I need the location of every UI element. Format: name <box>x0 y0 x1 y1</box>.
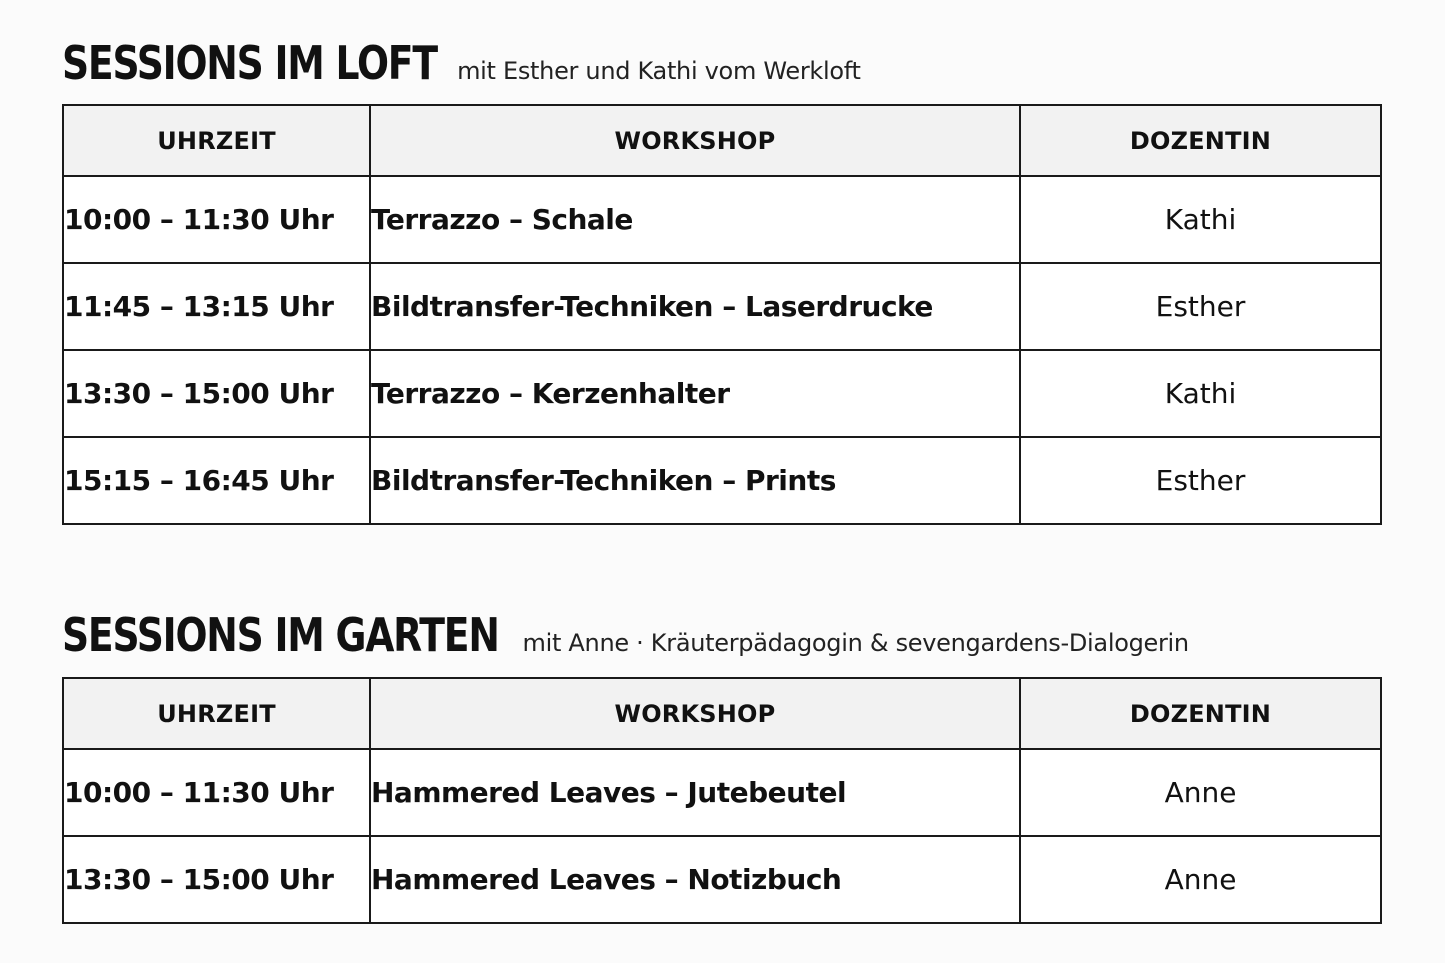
loft-schedule-table <box>62 104 1382 525</box>
cell-docent: Anne <box>1020 836 1381 923</box>
table-header-row <box>63 105 1381 176</box>
table-row <box>63 350 1381 437</box>
cell-docent: Kathi <box>1020 176 1381 263</box>
table-row <box>63 749 1381 836</box>
table-row <box>63 263 1381 350</box>
cell-workshop: Hammered Leaves – Jutebeutel <box>370 749 1020 836</box>
loft-subtitle: mit Esther und Kathi vom Werkloft <box>457 57 861 85</box>
cell-time: 11:45 – 13:15 Uhr <box>63 263 370 350</box>
cell-time: 10:00 – 11:30 Uhr <box>63 749 370 836</box>
loft-section <box>62 36 1380 525</box>
table-row <box>63 176 1381 263</box>
loft-title: SESSIONS IM LOFT <box>62 36 437 90</box>
garten-heading <box>62 608 1380 676</box>
cell-workshop: Bildtransfer-Techniken – Laserdrucke <box>370 263 1020 350</box>
garten-subtitle: mit Anne · Kräuterpädagogin & sevengardens-Dialogerin <box>522 629 1189 657</box>
cell-workshop: Terrazzo – Schale <box>370 176 1020 263</box>
cell-docent: Esther <box>1020 263 1381 350</box>
cell-time: 10:00 – 11:30 Uhr <box>63 176 370 263</box>
garten-section <box>62 608 1380 924</box>
cell-workshop: Hammered Leaves – Notizbuch <box>370 836 1020 923</box>
cell-docent: Kathi <box>1020 350 1381 437</box>
header-workshop: WORKSHOP <box>370 105 1020 176</box>
header-docent: DOZENTIN <box>1020 678 1381 749</box>
table-header-row <box>63 678 1381 749</box>
cell-time: 13:30 – 15:00 Uhr <box>63 836 370 923</box>
cell-time: 13:30 – 15:00 Uhr <box>63 350 370 437</box>
cell-docent: Esther <box>1020 437 1381 524</box>
header-time: UHRZEIT <box>63 678 370 749</box>
header-time: UHRZEIT <box>63 105 370 176</box>
header-docent: DOZENTIN <box>1020 105 1381 176</box>
garten-schedule-table <box>62 677 1382 924</box>
cell-workshop: Terrazzo – Kerzenhalter <box>370 350 1020 437</box>
table-row <box>63 437 1381 524</box>
header-workshop: WORKSHOP <box>370 678 1020 749</box>
table-row <box>63 836 1381 923</box>
cell-time: 15:15 – 16:45 Uhr <box>63 437 370 524</box>
loft-heading <box>62 36 1380 104</box>
garten-title: SESSIONS IM GARTEN <box>62 608 499 662</box>
cell-docent: Anne <box>1020 749 1381 836</box>
cell-workshop: Bildtransfer-Techniken – Prints <box>370 437 1020 524</box>
